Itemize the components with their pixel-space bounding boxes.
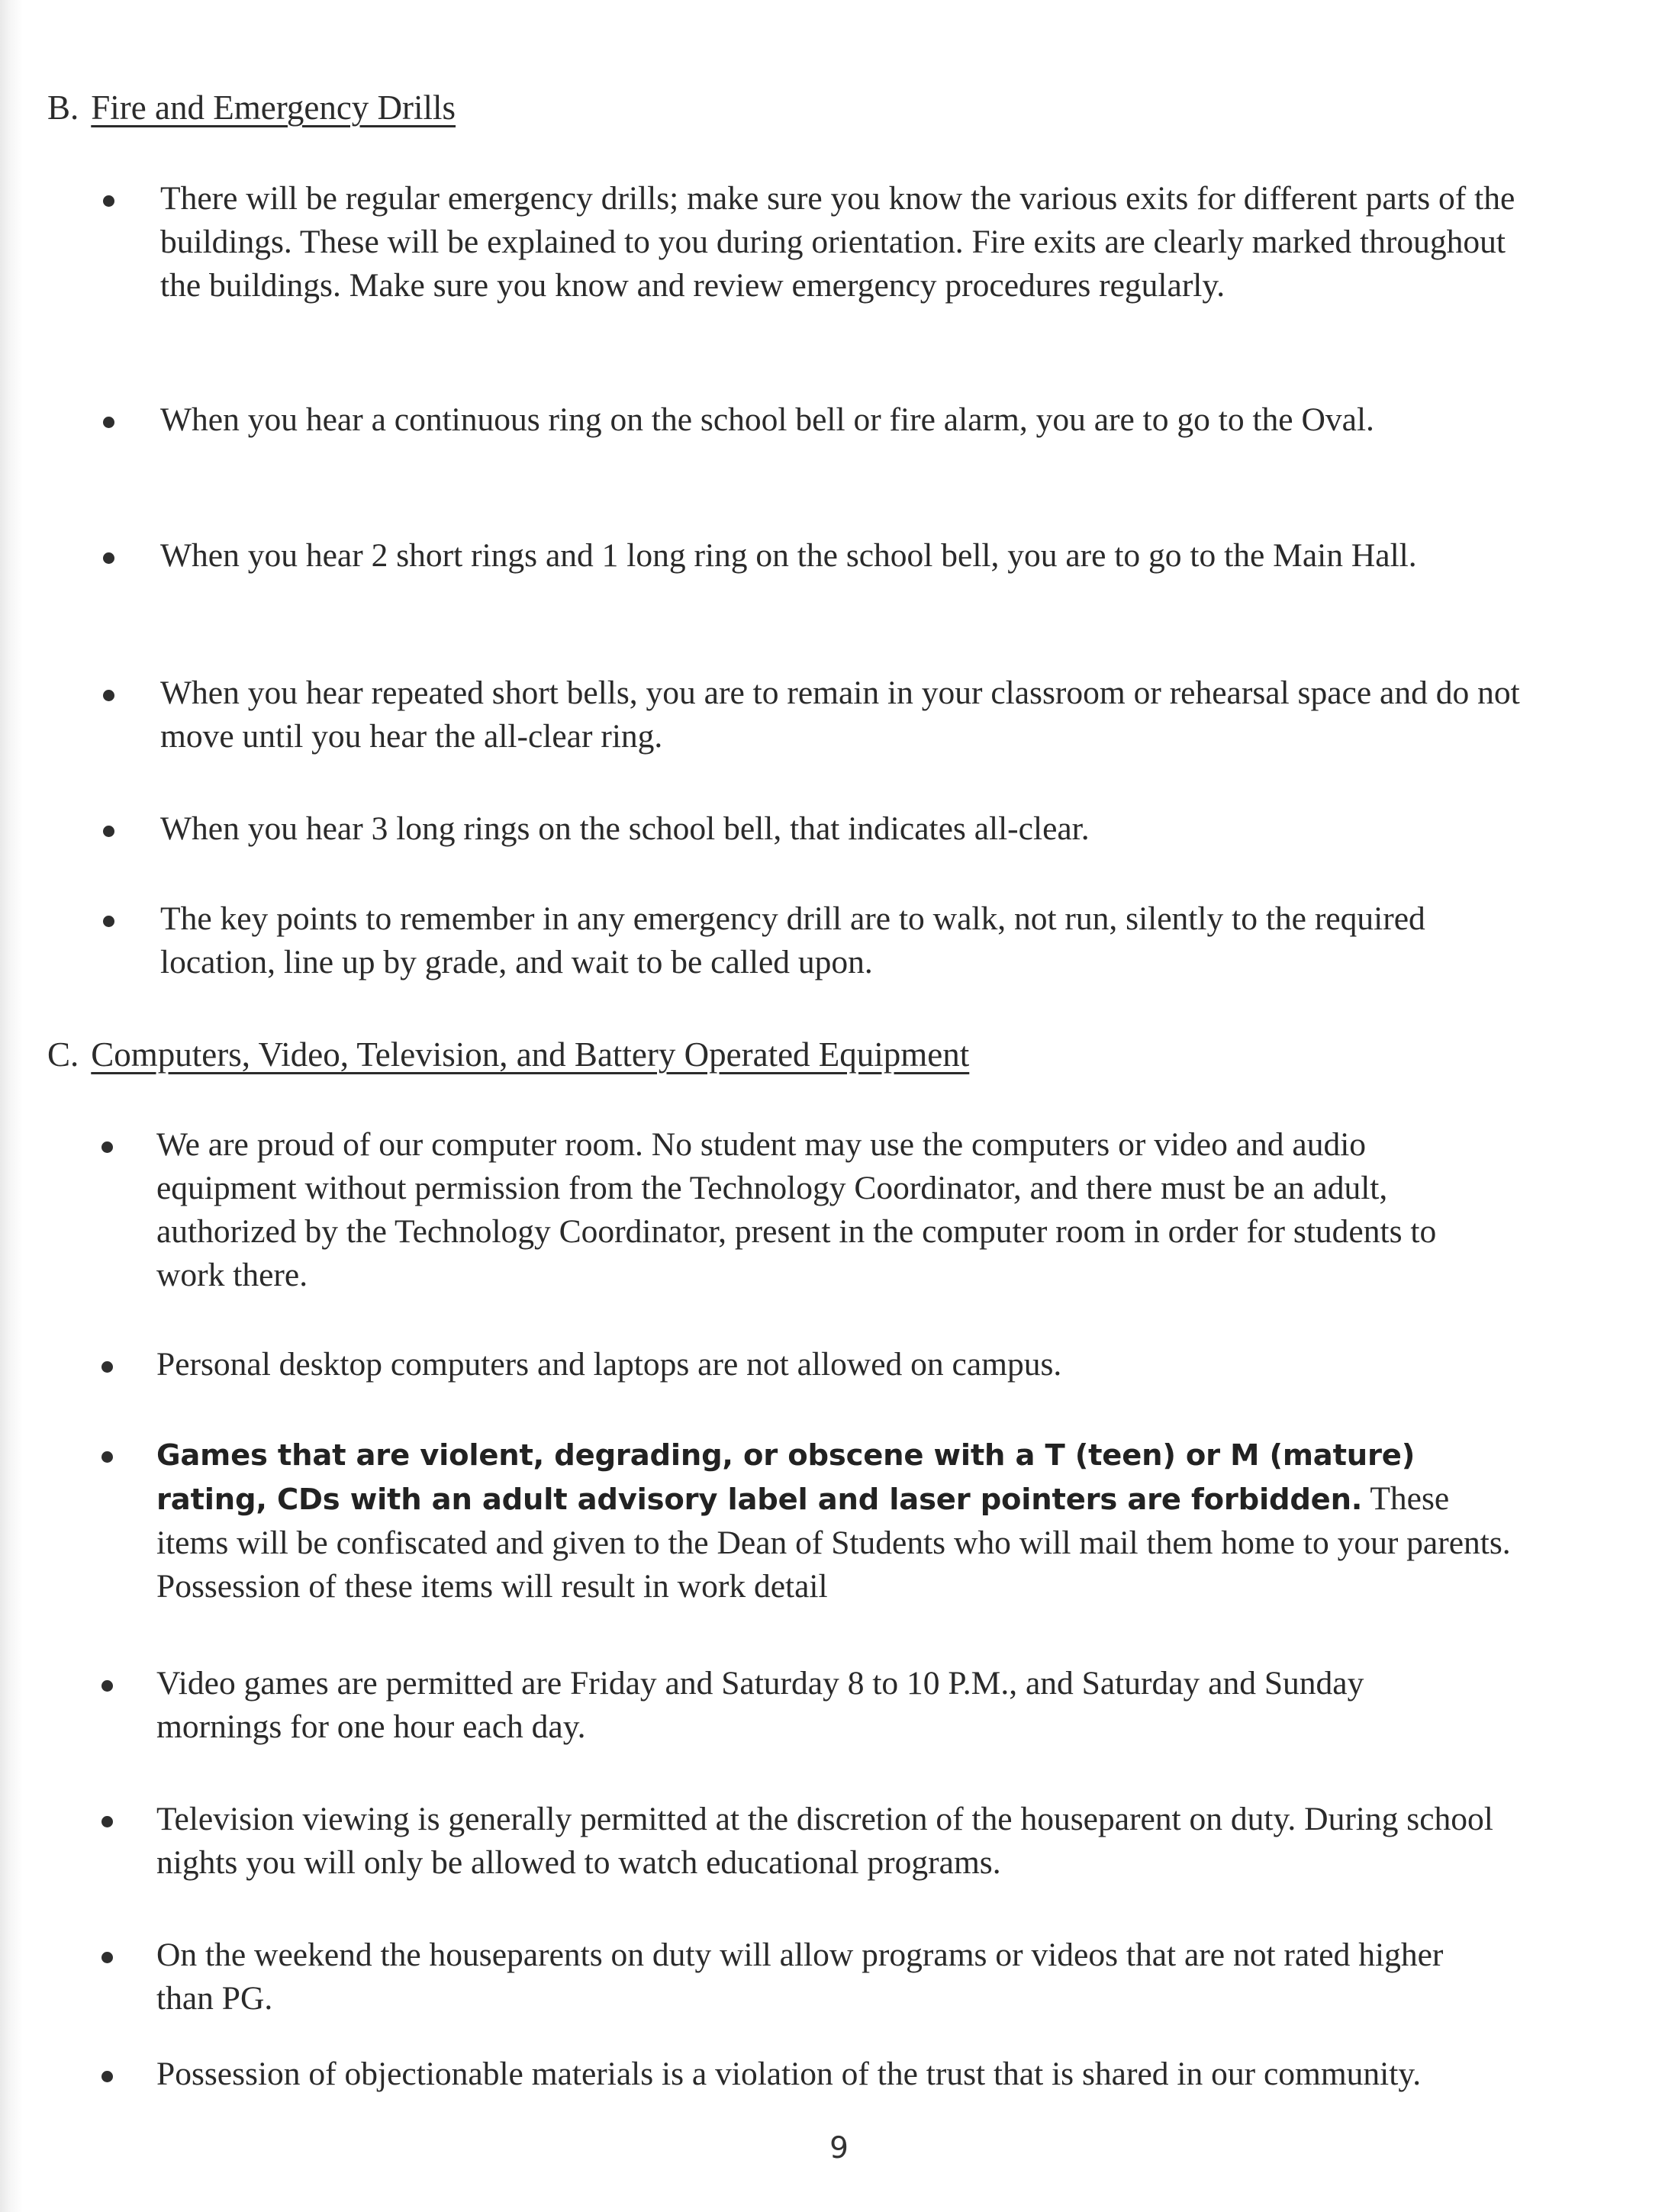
list-item-text: The key points to remember in any emergency drill are to walk, not run, silently to the required location, line up by grade, and wait to be called upon. [160, 900, 1425, 980]
list-item-text: We are proud of our computer room. No student may use the computers or video and audio equipment without permission from the Technology Coordinator, and there must be an adult, authorized by the Technology Coordinator, present in the computer room in order for students to work there. [156, 1126, 1437, 1293]
section-b-letter: B. [47, 89, 79, 127]
list-item-text: When you hear a continuous ring on the school bell or fire alarm, you are to go to the Oval. [160, 401, 1374, 438]
bullet-dot [103, 916, 114, 927]
list-item-text: Video games are permitted are Friday and Saturday 8 to 10 P.M., and Saturday and Sunday mornings for one hour each day. [156, 1665, 1364, 1745]
page-number: 9 [829, 2131, 849, 2165]
bullet-dot [101, 1680, 113, 1692]
list-item-text: When you hear repeated short bells, you are to remain in your classroom or rehearsal space and do not move until you hear the all-clear ring. [160, 675, 1520, 755]
bullet-dot [101, 2071, 113, 2082]
bullet-dot [103, 826, 114, 837]
list-item-text: On the weekend the houseparents on duty will allow programs or videos that are not rated higher than PG. [156, 1937, 1444, 2017]
bullet-dot [103, 417, 114, 428]
bullet-dot [103, 690, 114, 701]
section-b-heading [47, 87, 456, 128]
list-item-text: Television viewing is generally permitted at the discretion of the houseparent on duty. During school nights you will only be allowed to watch educational programs. [156, 1801, 1493, 1881]
bold-warning-text: Games that are violent, degrading, or obscene with a T (teen) or M (mature) rating, CDs with an adult advisory label and laser pointers are forbidden. [156, 1438, 1416, 1517]
bullet-dot [103, 195, 114, 207]
list-item-text: There will be regular emergency drills; make sure you know the various exits for different parts of the buildings. These will be explained to you during orientation. Fire exits are clearly marked throughout the buildings. Make sure you know and review emergency procedures regularly. [160, 180, 1515, 304]
bullet-dot [101, 1141, 113, 1153]
list-item-text: When you hear 3 long rings on the school bell, that indicates all-clear. [160, 810, 1090, 847]
section-c-letter: C. [47, 1035, 79, 1074]
list-item-text: When you hear 2 short rings and 1 long ring on the school bell, you are to go to the Main Hall. [160, 537, 1417, 574]
list-item-text: Possession of objectionable materials is a violation of the trust that is shared in our community. [156, 2056, 1422, 2092]
list-item-text: Personal desktop computers and laptops are not allowed on campus. [156, 1346, 1062, 1383]
bullet-dot [101, 1451, 113, 1463]
bullet-dot [101, 1816, 113, 1827]
list-item-text-rest: These items will be confiscated and given to the Dean of Students who will mail them home to your parents. Possession of these items will result in work detail [156, 1480, 1511, 1605]
section-c-title: Computers, Video, Television, and Battery Operated Equipment [91, 1035, 970, 1074]
bullet-dot [101, 1361, 113, 1373]
section-b-title: Fire and Emergency Drills [91, 89, 456, 127]
bullet-dot [103, 552, 114, 564]
bullet-dot [101, 1952, 113, 1963]
list-item-text [156, 1433, 1515, 1608]
section-c-heading [47, 1034, 969, 1075]
